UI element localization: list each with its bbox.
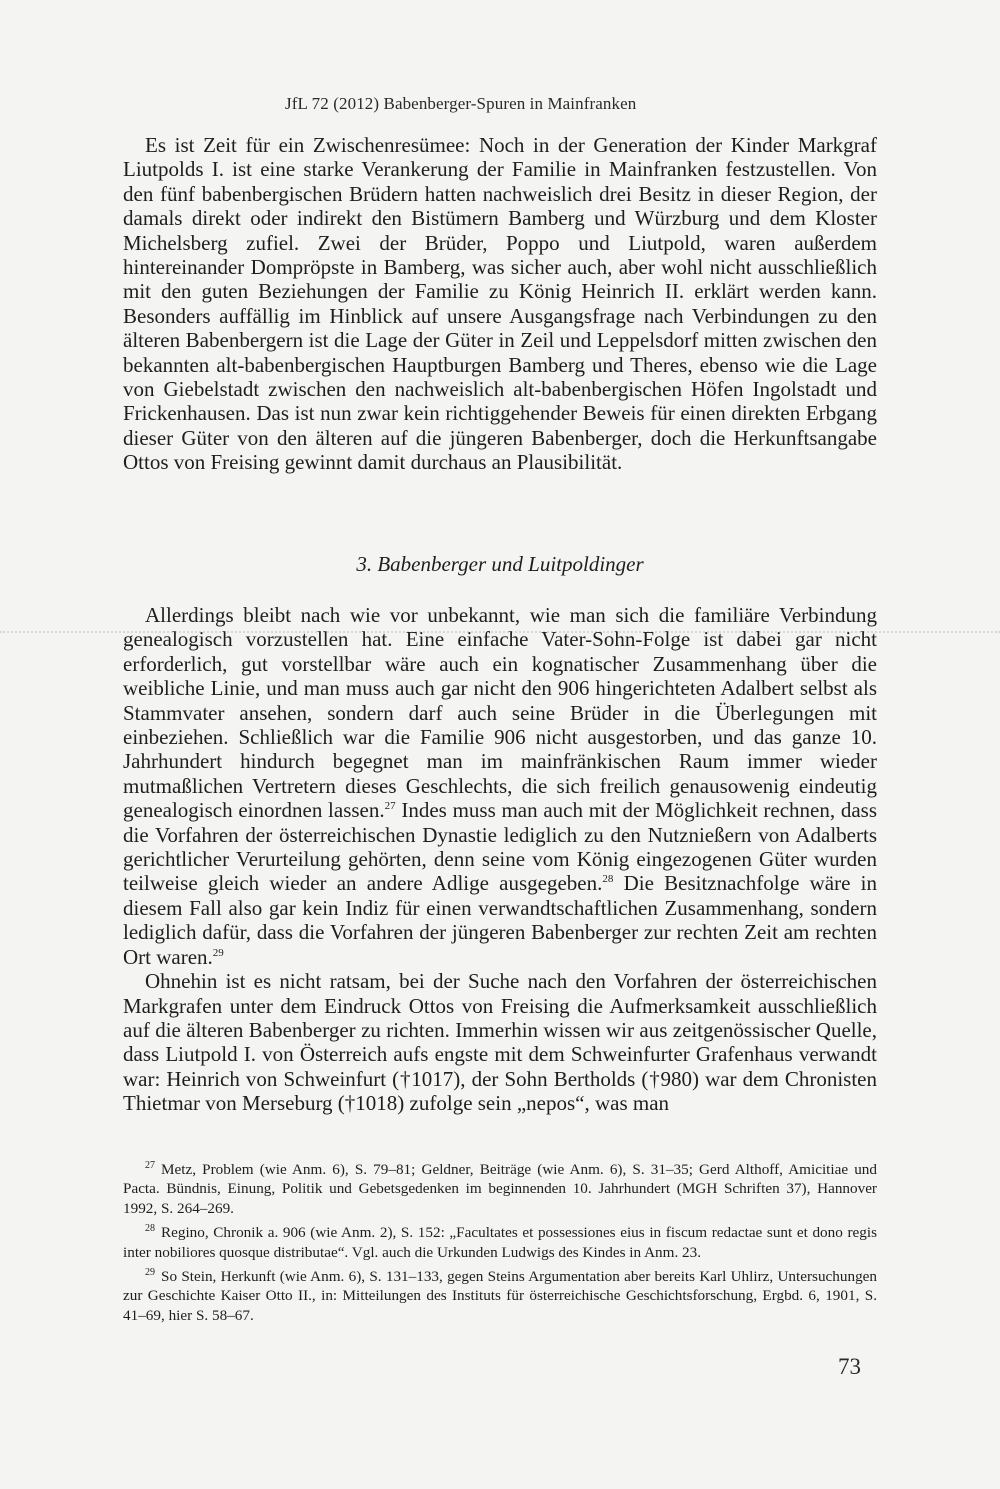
footnote-number: 28 — [145, 1223, 155, 1235]
footnote-28 — [123, 1223, 877, 1262]
page-number: 73 — [838, 1354, 861, 1379]
footnote-number: 29 — [145, 1267, 155, 1279]
body-paragraph-3: Ohnehin ist es nicht ratsam, bei der Suche nach den Vorfahren der österreichischen Markgrafen unter dem Eindruck Ottos von Freising die Aufmerksamkeit ausschließlich auf die älteren Babenberger zu richten. Immerhin wissen wir aus zeitgenössischer Quelle, dass Liutpold I. von Österreich aufs engste mit dem Schweinfurter Grafenhaus verwandt war: Heinrich von Schweinfurt (†1017), der Sohn Bertholds (†980) war dem Chronisten Thietmar von Merseburg (†1018) zufolge sein „nepos“, was man — [123, 969, 877, 1116]
body-paragraph-2 — [123, 603, 877, 969]
footnote-number: 27 — [145, 1160, 155, 1171]
footnote-ref-29[interactable]: 29 — [212, 946, 224, 959]
section-heading: 3. Babenberger und Luitpoldinger — [356, 552, 644, 576]
footnotes — [123, 1160, 877, 1330]
footnote-ref-28[interactable]: 28 — [602, 873, 614, 886]
paragraph-text: Indes muss man auch mit der Möglichkeit rechnen, dass die Vorfahren der österreichischen Dynastie lediglich zu den Nutznießern von Adalberts gerichtlicher Verurteilung gehörten, denn seine vom König eingezogenen Güter wurden teilweise gleich wieder an andere Adlige ausgegeben. — [123, 798, 877, 896]
footnote-text: Regino, Chronik a. 906 (wie Anm. 2), S. 152: „Facultates et possessiones eius in fiscum redactae sunt et dono regis inter nobiliores quosque distributae“. Vgl. auch die Urkunden Ludwigs des Kindes in Anm. 23. — [123, 1224, 877, 1261]
footnote-29 — [123, 1267, 877, 1325]
paragraph-text: Die Besitznachfolge wäre in diesem Fall also gar kein Indiz für einen verwandtschaftlichen Zusammenhang, sondern lediglich dafür, dass die Vorfahren der jüngeren Babenberger zur rechten Zeit am rechten Ort waren. — [123, 871, 877, 969]
footnote-text: Metz, Problem (wie Anm. 6), S. 79–81; Geldner, Beiträge (wie Anm. 6), S. 31–35; Gerd Althoff, Amicitiae und Pacta. Bündnis, Einung, Politik und Gebetsgedenken im beginnenden 10. Jahrhundert (MGH Schriften 37), Hannover 1992, S. 264–269. — [123, 1161, 877, 1217]
paragraph-text: Es ist Zeit für ein Zwischenresümee: Noch in der Generation der Kinder Markgraf Liutpolds I. ist eine starke Verankerung der Familie in Mainfranken festzustellen. Von den fünf babenbergischen Brüdern hatten nachweislich drei Besitz in dieser Region, der damals direkt oder indirekt den Bistümern Bamberg und Würzburg und dem Kloster Michelsberg zufiel. Zwei der Brüder, Poppo und Liutpold, waren außerdem hintereinander Dompröpste in Bamberg, was sicher auch, aber wohl nicht ausschließlich mit den guten Beziehungen der Familie zu König Heinrich II. erklärt werden kann. Besonders auffällig im Hinblick auf unsere Ausgangsfrage nach Verbindungen zu den älteren Babenbergern ist die Lage der Güter in Zeil und Leppelsdorf mitten zwischen den bekannten alt-babenbergischen Hauptburgen Bamberg und Theres, ebenso wie die Lage von Giebelstadt zwischen den nachweislich alt-babenbergischen Höfen Ingolstadt und Frickenhausen. Das ist nun zwar kein richtiggehender Beweis für einen direkten Erbgang dieser Güter von den älteren auf die jüngeren Babenberger, doch die Herkunftsangabe Ottos von Freising gewinnt damit durchaus an Plausibilität. — [123, 133, 877, 475]
footnote-text: So Stein, Herkunft (wie Anm. 6), S. 131–133, gegen Steins Argumentation aber bereits Karl Uhlirz, Untersuchungen zur Geschichte Kaiser Otto II., in: Mitteilungen des Instituts für österreichische Geschichtsforschung, Ergbd. 6, 1901, S. 41–69, hier S. 58–67. — [123, 1268, 877, 1324]
body-paragraph-1 — [123, 133, 877, 475]
paragraph-text: Allerdings bleibt nach wie vor unbekannt, wie man sich die familiäre Verbindung genealogisch vorzustellen hat. Eine einfache Vater-Sohn-Folge ist dabei gar nicht erforderlich, gut vorstellbar wäre auch ein kognatischer Zusammenhang über die weibliche Linie, und man muss auch gar nicht den 906 hingerichteten Adalbert selbst als Stammvater ansehen, sondern darf auch seine Brüder in die Überlegungen mit einbeziehen. Schließlich war die Familie 906 nicht ausgestorben, und das ganze 10. Jahrhundert hindurch begegnet man im mainfränkischen Raum immer wieder mutmaßlichen Vertretern dieses Geschlechts, die sich freilich genausowenig eindeutig genealogisch einordnen lassen. — [123, 603, 877, 823]
footnote-27 — [123, 1160, 877, 1218]
footnote-ref-27[interactable]: 27 — [384, 800, 396, 813]
body-paragraphs-section — [123, 603, 877, 1116]
running-head: JfL 72 (2012) Babenberger-Spuren in Mainfranken — [285, 94, 637, 113]
